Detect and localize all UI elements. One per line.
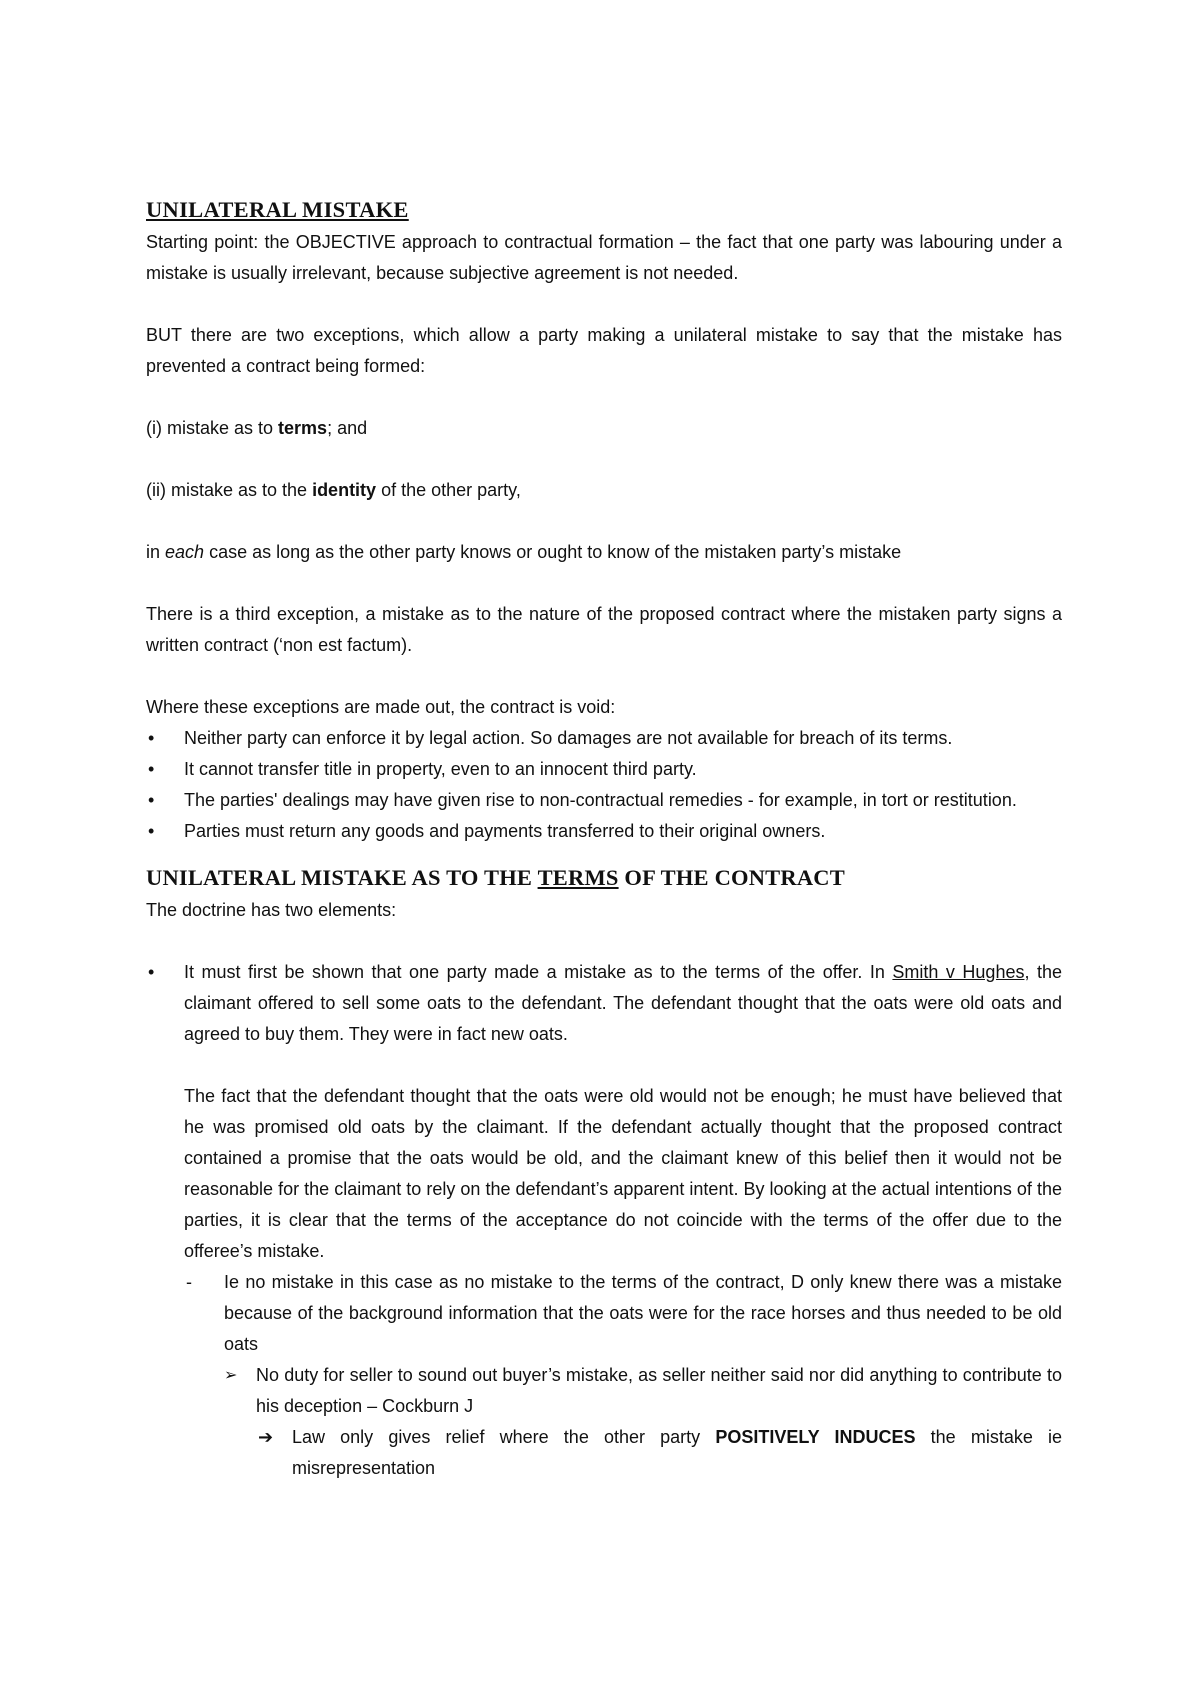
void-consequences-list bbox=[146, 723, 1062, 847]
doctrine-list bbox=[146, 957, 1062, 1050]
list-item: • The parties' dealings may have given rise to non-contractual remedies - for example, in tort or restitution. bbox=[146, 785, 1062, 816]
arrow-note: ➔ Law only gives relief where the other party POSITIVELY INDUCES the mistake ie misrepresentation bbox=[146, 1422, 1062, 1484]
list-item: • It cannot transfer title in property, even to an innocent third party. bbox=[146, 754, 1062, 785]
list-item: • Neither party can enforce it by legal action. So damages are not available for breach of its terms. bbox=[146, 723, 1062, 754]
dash-note: - Ie no mistake in this case as no mistake to the terms of the contract, D only knew there was a mistake because of the background information that the oats were for the race horses and thus needed to be old oats bbox=[146, 1267, 1062, 1360]
document-page bbox=[146, 0, 1062, 1484]
list-item: • Parties must return any goods and payments transferred to their original owners. bbox=[146, 816, 1062, 847]
exceptions-paragraph: BUT there are two exceptions, which allow a party making a unilateral mistake to say that the mistake has prevented a contract being formed: bbox=[146, 325, 1062, 376]
bullet-icon: • bbox=[148, 790, 155, 810]
exception-identity: (ii) mistake as to the identity of the other party, bbox=[146, 480, 521, 500]
section-heading-terms: UNILATERAL MISTAKE AS TO THE TERMS OF THE CONTRACT bbox=[146, 865, 845, 890]
bullet-icon: • bbox=[148, 759, 155, 779]
arrow-right-icon: ➔ bbox=[258, 1427, 274, 1447]
bullet-icon: • bbox=[148, 728, 155, 748]
knowledge-paragraph: in each case as long as the other party knows or ought to know of the mistaken party’s mistake bbox=[146, 542, 902, 562]
document-title: UNILATERAL MISTAKE bbox=[146, 197, 409, 222]
intro-paragraph: Starting point: the OBJECTIVE approach to contractual formation – the fact that one party was labouring under a mistake is usually irrelevant, because subjective agreement is not needed. bbox=[146, 232, 1062, 283]
exception-terms: (i) mistake as to terms; and bbox=[146, 418, 368, 438]
list-item: • It must first be shown that one party made a mistake as to the terms of the offer. In Smith v Hughes, the claimant offered to sell some oats to the defendant. The defendant thought that the oats were old oats and agreed to buy them. They were in fact new oats. bbox=[146, 957, 1062, 1050]
case-name: Smith v Hughes bbox=[892, 962, 1025, 982]
bullet-icon: • bbox=[148, 821, 155, 841]
arrowhead-note: ➢ No duty for seller to sound out buyer’s mistake, as seller neither said nor did anything to contribute to his deception – Cockburn J bbox=[146, 1360, 1062, 1422]
analysis-paragraph: The fact that the defendant thought that the oats were old would not be enough; he must have believed that he was promised old oats by the claimant. If the defendant actually thought that the proposed contract contained a promise that the oats would be old, and the claimant knew of this belief then it would not be reasonable for the claimant to rely on the defendant’s apparent intent. By looking at the actual intentions of the parties, it is clear that the terms of the acceptance do not coincide with the terms of the offer due to the offeree’s mistake. bbox=[184, 1086, 1062, 1261]
bullet-icon: • bbox=[148, 962, 155, 982]
void-lead: Where these exceptions are made out, the contract is void: bbox=[146, 697, 616, 717]
arrowhead-icon: ➢ bbox=[224, 1367, 238, 1384]
doctrine-lead: The doctrine has two elements: bbox=[146, 900, 397, 920]
dash-icon: - bbox=[186, 1272, 192, 1292]
third-exception-paragraph: There is a third exception, a mistake as to the nature of the proposed contract where the mistaken party signs a written contract (‘non est factum). bbox=[146, 604, 1062, 655]
